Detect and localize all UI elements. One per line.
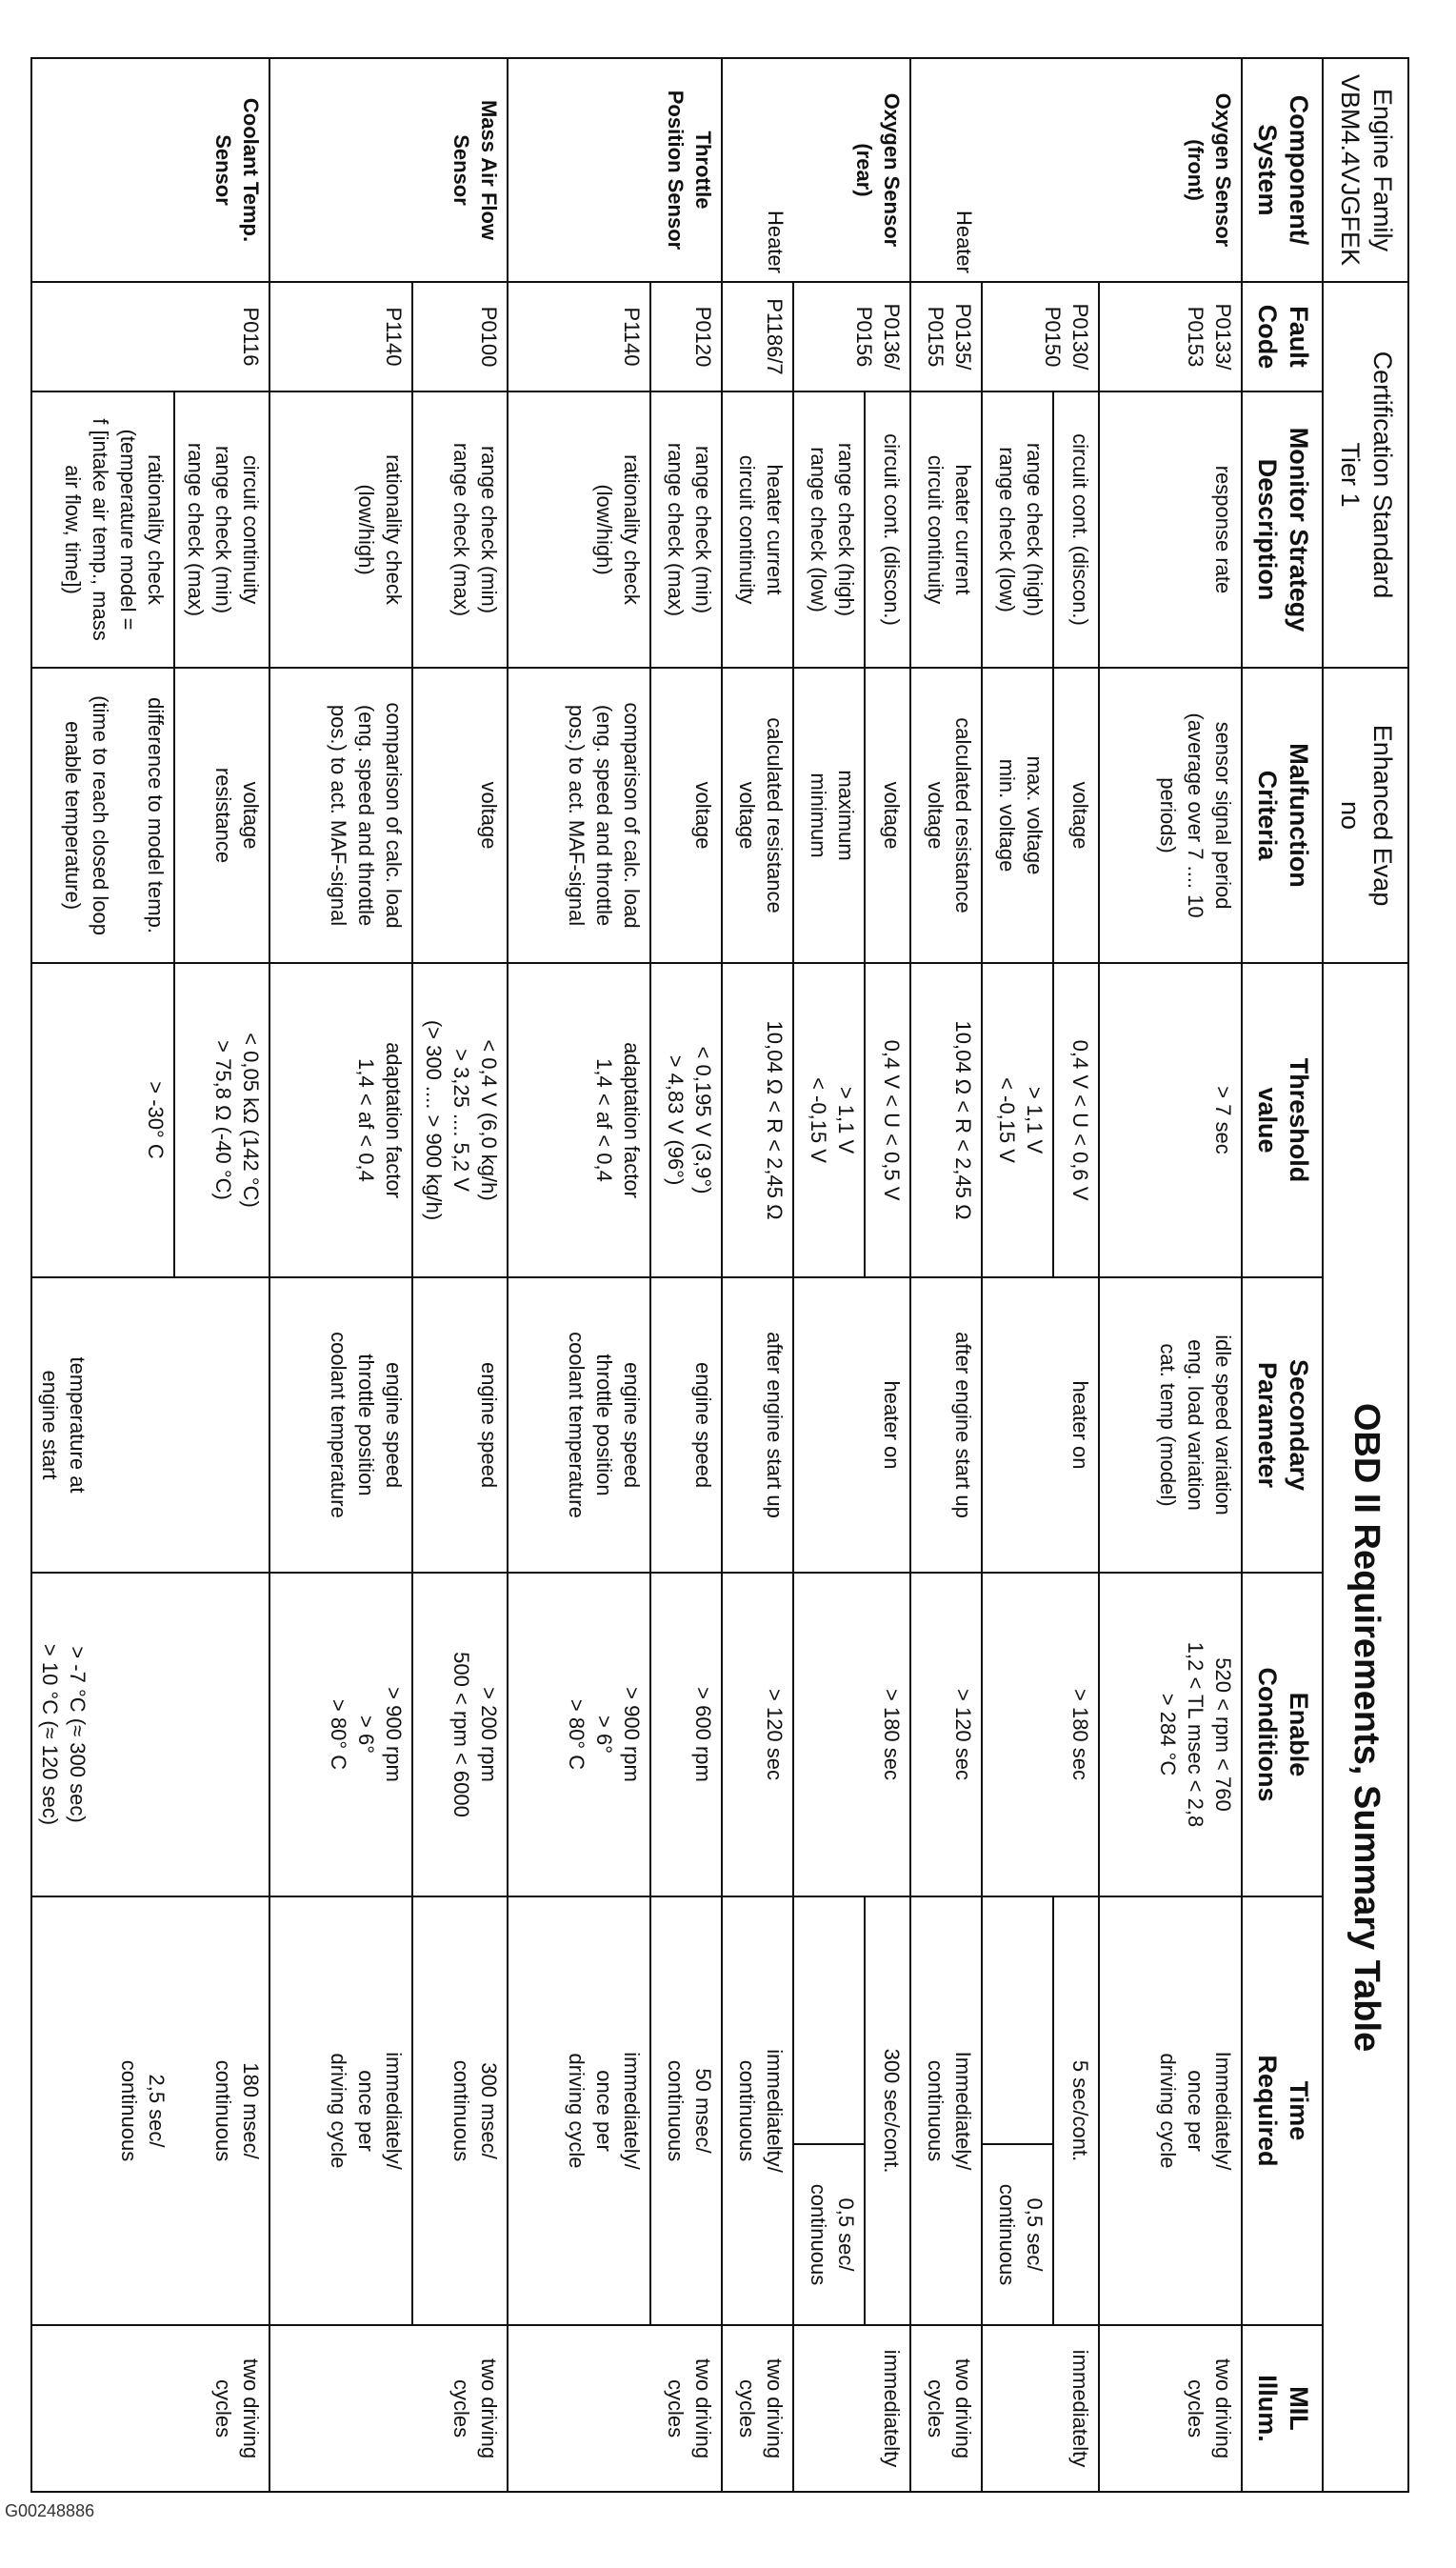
malfunction-cell: max. voltage min. voltage xyxy=(982,668,1053,963)
fault-code-cell: P0116 xyxy=(31,282,269,391)
malfunction-cell: voltage xyxy=(412,668,508,963)
time-cell: 0,5 sec/ continuous xyxy=(982,2144,1053,2325)
time-spacer xyxy=(793,1896,865,2144)
component-oxygen-front: Oxygen Sensor (front) xyxy=(982,58,1242,282)
time-cell: immediately/ once per driving cycle xyxy=(269,1896,412,2325)
time-cell: 300 sec/cont. xyxy=(865,1896,910,2325)
cert-standard-value: Tier 1 xyxy=(1336,442,1366,508)
mil-cell: two driving cycles xyxy=(31,2325,269,2492)
malfunction-cell: maximum minimum xyxy=(793,668,865,963)
time-cell: 0,5 sec/ continuous xyxy=(793,2144,865,2325)
enable-cell: > -7 °C (≈ 300 sec) > 10 °C (≈ 120 sec) xyxy=(31,1573,269,1896)
table-row xyxy=(910,58,982,2492)
monitor-cell: circuit cont. (discon.) xyxy=(865,391,910,668)
time-cell: 50 msec/ continuous xyxy=(650,1896,722,2325)
monitor-cell: circuit cont. (discon.) xyxy=(1053,391,1099,668)
component-throttle-position: Throttle Position Sensor xyxy=(508,58,722,282)
engine-family-value: VBM4.4VJGFEK xyxy=(1336,73,1366,267)
monitor-cell: rationality check (low/high) xyxy=(269,391,412,668)
threshold-cell: 10,04 Ω < R < 2,45 Ω xyxy=(722,963,793,1277)
secondary-cell: engine speed throttle position coolant temperature xyxy=(269,1277,412,1573)
col-header-threshold: Threshold value xyxy=(1242,963,1324,1277)
monitor-cell: rationality check (temperature model = f [intake air temp., mass air flow, time]) xyxy=(31,391,174,668)
fault-code-cell: P0136/ P0156 xyxy=(793,282,910,391)
threshold-cell: 0,4 V < U < 0,5 V xyxy=(865,963,910,1277)
table-row xyxy=(1099,58,1242,2492)
secondary-cell: engine speed xyxy=(650,1277,722,1573)
threshold-cell: adaptation factor 1,4 < af < 0,4 xyxy=(508,963,650,1277)
threshold-cell: > -30° C xyxy=(31,963,174,1277)
table-row xyxy=(650,58,722,2492)
enable-cell: > 200 rpm 500 < rpm < 6000 xyxy=(412,1573,508,1896)
time-cell: Immediately/ continuous xyxy=(910,1896,982,2325)
secondary-cell: after engine start up xyxy=(910,1277,982,1573)
monitor-cell: range check (high) range check (low) xyxy=(982,391,1053,668)
threshold-cell: < 0,4 V (6,0 kg/h) > 3,25 .... 5,2 V (> 300 .... > 900 kg/h) xyxy=(412,963,508,1277)
secondary-cell: temperature at engine start xyxy=(31,1277,269,1573)
component-mass-air-flow: Mass Air Flow Sensor xyxy=(269,58,508,282)
table-row xyxy=(722,58,793,2492)
monitor-cell: range check (min) range check (max) xyxy=(412,391,508,668)
secondary-cell: idle speed variation eng. load variation cat. temp (model) xyxy=(1099,1277,1242,1573)
obd-summary-table xyxy=(30,57,1409,2493)
cert-standard-cell xyxy=(1324,282,1409,668)
component-oxygen-rear: Oxygen Sensor (rear) xyxy=(793,58,910,282)
malfunction-cell: sensor signal period (average over 7 .... 10 periods) xyxy=(1099,668,1242,963)
time-cell: 2,5 sec/ continuous xyxy=(31,1896,174,2325)
threshold-cell: < 0,195 V (3,9°) > 4,83 V (96°) xyxy=(650,963,722,1277)
component-coolant-temp: Coolant Temp. Sensor xyxy=(31,58,269,282)
title-row xyxy=(1324,58,1409,2492)
cert-standard-label: Certification Standard xyxy=(1368,351,1397,599)
heater-label: Heater xyxy=(910,58,982,282)
mil-cell: immediatelty xyxy=(982,2325,1099,2492)
col-header-mil: MIL Illum. xyxy=(1242,2325,1324,2492)
table-row xyxy=(412,58,508,2492)
column-header-row xyxy=(1242,58,1324,2492)
col-header-time-required: Time Required xyxy=(1242,1896,1324,2325)
col-header-secondary-parameter: Secondary Parameter xyxy=(1242,1277,1324,1573)
mil-cell: two driving cycles xyxy=(910,2325,982,2492)
monitor-cell: circuit continuity range check (min) range check (max) xyxy=(174,391,269,668)
monitor-cell: heater current circuit continuity xyxy=(910,391,982,668)
fault-code-cell: P1186/7 xyxy=(722,282,793,391)
table-row xyxy=(269,58,412,2492)
fault-code-cell: P0120 xyxy=(650,282,722,391)
col-header-component: Component/ System xyxy=(1242,58,1324,282)
monitor-cell: response rate xyxy=(1099,391,1242,668)
threshold-cell: 10,04 Ω < R < 2,45 Ω xyxy=(910,963,982,1277)
table-title: OBD II Requirements, Summary Table xyxy=(1324,963,1409,2492)
enhanced-evap-label: Enhanced Evap xyxy=(1368,724,1397,907)
time-cell: immediatelty/ continuous xyxy=(722,1896,793,2325)
threshold-cell: > 1,1 V < -0,15 V xyxy=(793,963,865,1277)
col-header-fault-code: Fault Code xyxy=(1242,282,1324,391)
mil-cell: two driving cycles xyxy=(508,2325,722,2492)
time-cell: 5 sec/cont. xyxy=(1053,1896,1099,2325)
threshold-cell: < 0,05 kΩ (142 °C) > 75,8 Ω (-40 °C) xyxy=(174,963,269,1277)
table-row xyxy=(1053,58,1099,2492)
malfunction-cell: voltage resistance xyxy=(174,668,269,963)
enhanced-evap-value: no xyxy=(1336,800,1366,831)
secondary-cell: heater on xyxy=(982,1277,1099,1573)
time-cell: 180 msec/ continuous xyxy=(174,1896,269,2325)
engine-family-cell xyxy=(1324,58,1409,282)
malfunction-cell: comparison of calc. load (eng. speed and throttle pos.) to act. MAF-signal xyxy=(508,668,650,963)
mil-cell: immediatelty xyxy=(793,2325,910,2492)
enable-cell: > 180 sec xyxy=(793,1573,910,1896)
threshold-cell: adaptation factor 1,4 < af < 0,4 xyxy=(269,963,412,1277)
malfunction-cell: calculated resistance voltage xyxy=(722,668,793,963)
mil-cell: two driving cycles xyxy=(722,2325,793,2492)
fault-code-cell: P1140 xyxy=(269,282,412,391)
enable-cell: > 900 rpm > 6° > 80° C xyxy=(269,1573,412,1896)
threshold-cell: > 1,1 V < -0,15 V xyxy=(982,963,1053,1277)
col-header-enable-conditions: Enable Conditions xyxy=(1242,1573,1324,1896)
monitor-cell: rationality check (low/high) xyxy=(508,391,650,668)
enable-cell: > 120 sec xyxy=(722,1573,793,1896)
threshold-cell: > 7 sec xyxy=(1099,963,1242,1277)
malfunction-cell: voltage xyxy=(650,668,722,963)
fault-code-cell: P1140 xyxy=(508,282,650,391)
monitor-cell: range check (high) range check (low) xyxy=(793,391,865,668)
rotated-table-container xyxy=(38,57,1409,2491)
secondary-cell: heater on xyxy=(793,1277,910,1573)
secondary-cell: engine speed xyxy=(412,1277,508,1573)
table-row xyxy=(31,58,174,2492)
table-row xyxy=(508,58,650,2492)
secondary-cell: after engine start up xyxy=(722,1277,793,1573)
mil-cell: two driving cycles xyxy=(269,2325,508,2492)
time-cell: immediately/ once per driving cycle xyxy=(508,1896,650,2325)
enable-cell: > 600 rpm xyxy=(650,1573,722,1896)
enable-cell: > 120 sec xyxy=(910,1573,982,1896)
table-row xyxy=(982,58,1053,2492)
engine-family-label: Engine Family xyxy=(1368,88,1397,252)
enhanced-evap-cell xyxy=(1324,668,1409,963)
monitor-cell: range check (min) range check (max) xyxy=(650,391,722,668)
fault-code-cell: P0133/ P0153 xyxy=(1099,282,1242,391)
mil-cell: two driving cycles xyxy=(1099,2325,1242,2492)
time-spacer xyxy=(982,1896,1053,2144)
malfunction-cell: difference to model temp. (time to reach closed loop enable temperature) xyxy=(31,668,174,963)
enable-cell: > 900 rpm > 6° > 80° C xyxy=(508,1573,650,1896)
enable-cell: 520 < rpm < 760 1,2 < TL msec < 2,8 > 284 °C xyxy=(1099,1573,1242,1896)
col-header-malfunction-criteria: Malfunction Criteria xyxy=(1242,668,1324,963)
malfunction-cell: comparison of calc. load (eng. speed and throttle pos.) to act. MAF-signal xyxy=(269,668,412,963)
fault-code-cell: P0130/ P0150 xyxy=(982,282,1099,391)
malfunction-cell: voltage xyxy=(1053,668,1099,963)
secondary-cell: engine speed throttle position coolant temperature xyxy=(508,1277,650,1573)
enable-cell: > 180 sec xyxy=(982,1573,1099,1896)
malfunction-cell: voltage xyxy=(865,668,910,963)
figure-id: G00248886 xyxy=(5,2501,95,2520)
time-cell: Immediately/ once per driving cycle xyxy=(1099,1896,1242,2325)
fault-code-cell: P0135/ P0155 xyxy=(910,282,982,391)
malfunction-cell: calculated resistance voltage xyxy=(910,668,982,963)
table-row xyxy=(865,58,910,2492)
fault-code-cell: P0100 xyxy=(412,282,508,391)
time-cell: 300 msec/ continuous xyxy=(412,1896,508,2325)
table-row xyxy=(174,58,269,2492)
heater-label: Heater xyxy=(722,58,793,282)
col-header-monitor-strategy: Monitor Strategy Description xyxy=(1242,391,1324,668)
threshold-cell: 0,4 V < U < 0,6 V xyxy=(1053,963,1099,1277)
monitor-cell: heater current circuit continuity xyxy=(722,391,793,668)
table-row xyxy=(793,58,865,2492)
